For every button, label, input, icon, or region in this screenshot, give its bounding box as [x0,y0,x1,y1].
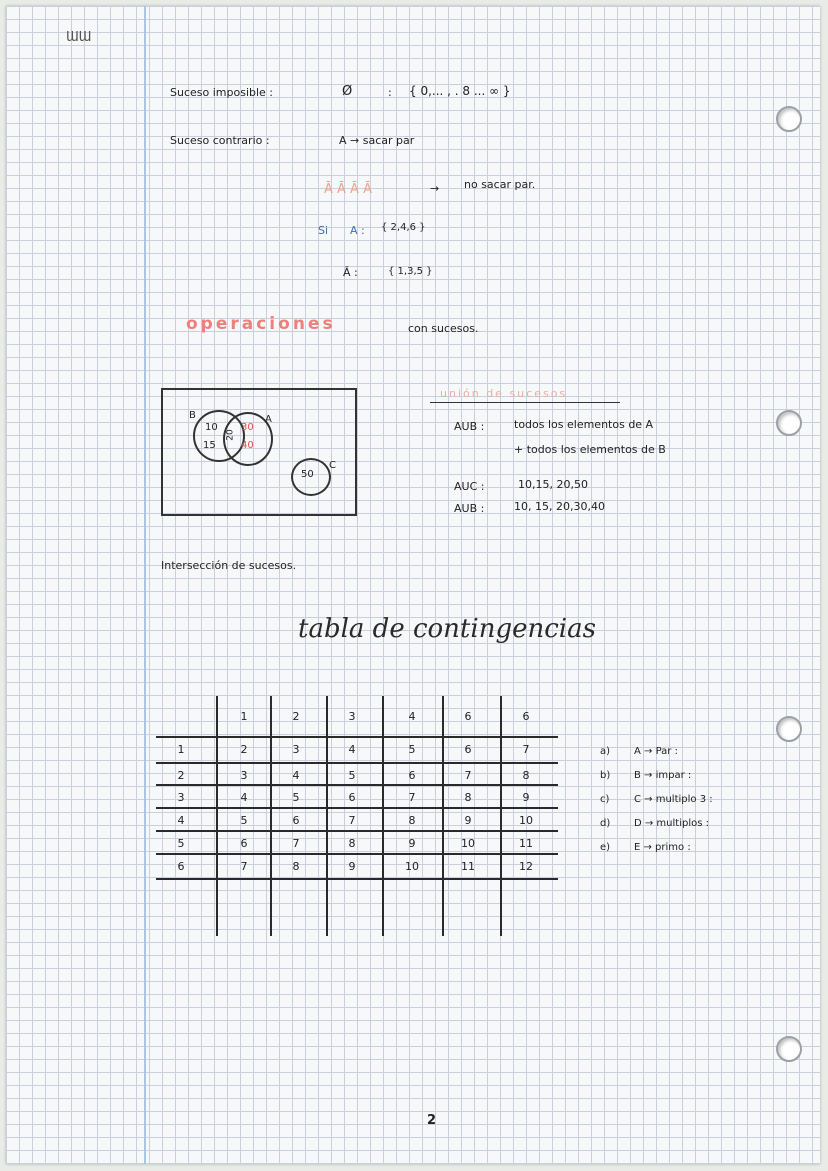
table-cell: 10 [405,860,419,873]
union-row-4-value: 10, 15, 20,30,40 [514,500,605,513]
venn-a-value-1: 30 [241,422,254,433]
abar-set-label: Ā : [343,266,358,279]
event-key: e) [600,842,611,853]
table-cell: 6 [348,791,356,804]
table-cell: 5 [408,743,416,756]
page-number: 2 [427,1113,437,1128]
impossible-eq: : [388,86,392,99]
contrary-a-definition: A → sacar par [339,134,415,147]
venn-a-value-2: 40 [241,440,254,451]
table-cell: 4 [348,743,356,756]
table-vline [326,696,328,936]
event-text: A → Par : [634,746,678,757]
col-header: 1 [240,710,248,723]
union-row-3-value: 10,15, 20,50 [518,478,588,491]
table-cell: 5 [240,814,248,827]
event-key: a) [600,746,611,757]
table-cell: 3 [240,769,248,782]
union-row-3-label: AUC : [454,480,485,493]
venn-ab-value: 20 [225,429,236,441]
si-label: Si [318,224,329,237]
impossible-label: Suceso imposible : [170,86,274,99]
table-cell: 4 [240,791,248,804]
table-vline [382,696,384,936]
venn-b-value-1: 10 [205,422,218,433]
table-vline [500,696,502,936]
col-header: 3 [348,710,356,723]
table-cell: 4 [292,769,300,782]
abar-arrow: → [430,182,440,195]
table-cell: 10 [519,814,533,827]
impossible-set: { 0,... , . 8 ... ∞ } [409,84,511,98]
table-cell: 3 [292,743,300,756]
event-key: c) [600,794,610,805]
table-cell: 6 [464,743,472,756]
operations-suffix: con sucesos. [408,322,479,335]
margin-line [144,6,146,1164]
row-header: 2 [177,769,185,782]
abar-symbols: Ā Ā Ā Ā [324,182,372,197]
table-vline [442,696,444,936]
intersection-label: Intersección de sucesos. [161,559,297,572]
table-cell: 11 [519,837,533,850]
abar-set: { 1,3,5 } [388,266,433,277]
impossible-symbol: Ø [342,84,353,99]
table-cell: 5 [292,791,300,804]
label-c: C [329,460,336,471]
table-cell: 6 [240,837,248,850]
row-header: 1 [177,743,185,756]
table-cell: 8 [408,814,416,827]
event-text: E → primo : [634,842,691,853]
union-row-1-label: AUB : [454,420,485,433]
contrary-label: Suceso contrario : [170,134,270,147]
table-cell: 9 [348,860,356,873]
a-set: { 2,4,6 } [381,222,426,233]
table-vline [270,696,272,936]
table-cell: 9 [522,791,530,804]
row-header: 5 [177,837,185,850]
venn-c-value: 50 [301,469,314,480]
binder-hole-3 [776,716,802,742]
notebook-page [6,6,820,1164]
event-text: D → multiplos : [634,818,709,829]
union-underline [430,402,620,403]
table-cell: 9 [464,814,472,827]
row-header: 6 [177,860,185,873]
row-header: 4 [177,814,185,827]
abar-text: no sacar par. [464,178,536,191]
label-a: A [265,414,272,425]
col-header: 2 [292,710,300,723]
operations-title: operaciones [186,314,336,334]
event-text: B → impar : [634,770,692,781]
table-cell: 5 [348,769,356,782]
table-cell: 12 [519,860,533,873]
table-cell: 9 [408,837,416,850]
table-cell: 8 [348,837,356,850]
event-key: d) [600,818,611,829]
col-header: 6 [522,710,530,723]
binder-hole-4 [776,1036,802,1062]
union-heading: unión de sucesos [440,387,568,400]
table-cell: 11 [461,860,475,873]
table-cell: 2 [240,743,248,756]
table-cell: 7 [408,791,416,804]
contingency-title: tabla de contingencias [298,614,596,644]
col-header: 6 [464,710,472,723]
table-cell: 7 [292,837,300,850]
event-key: b) [600,770,611,781]
table-vline [216,696,218,936]
row-header: 3 [177,791,185,804]
table-cell: 6 [408,769,416,782]
binder-hole-1 [776,106,802,132]
venn-b-value-2: 15 [203,440,216,451]
venn-diagram [161,388,357,516]
table-cell: 7 [348,814,356,827]
col-header: 4 [408,710,416,723]
corner-mark: ƜƜ [66,30,92,45]
union-row-2-value: + todos los elementos de B [514,443,666,456]
table-cell: 8 [522,769,530,782]
union-row-4-label: AUB : [454,502,485,515]
table-cell: 8 [464,791,472,804]
binder-hole-2 [776,410,802,436]
table-cell: 8 [292,860,300,873]
table-cell: 7 [240,860,248,873]
table-cell: 6 [292,814,300,827]
union-row-1-value: todos los elementos de A [514,418,654,431]
table-cell: 10 [461,837,475,850]
table-cell: 7 [464,769,472,782]
a-set-label: A : [350,224,365,237]
table-cell: 7 [522,743,530,756]
event-text: C → multiplo 3 : [634,794,713,805]
label-b: B [189,410,196,421]
